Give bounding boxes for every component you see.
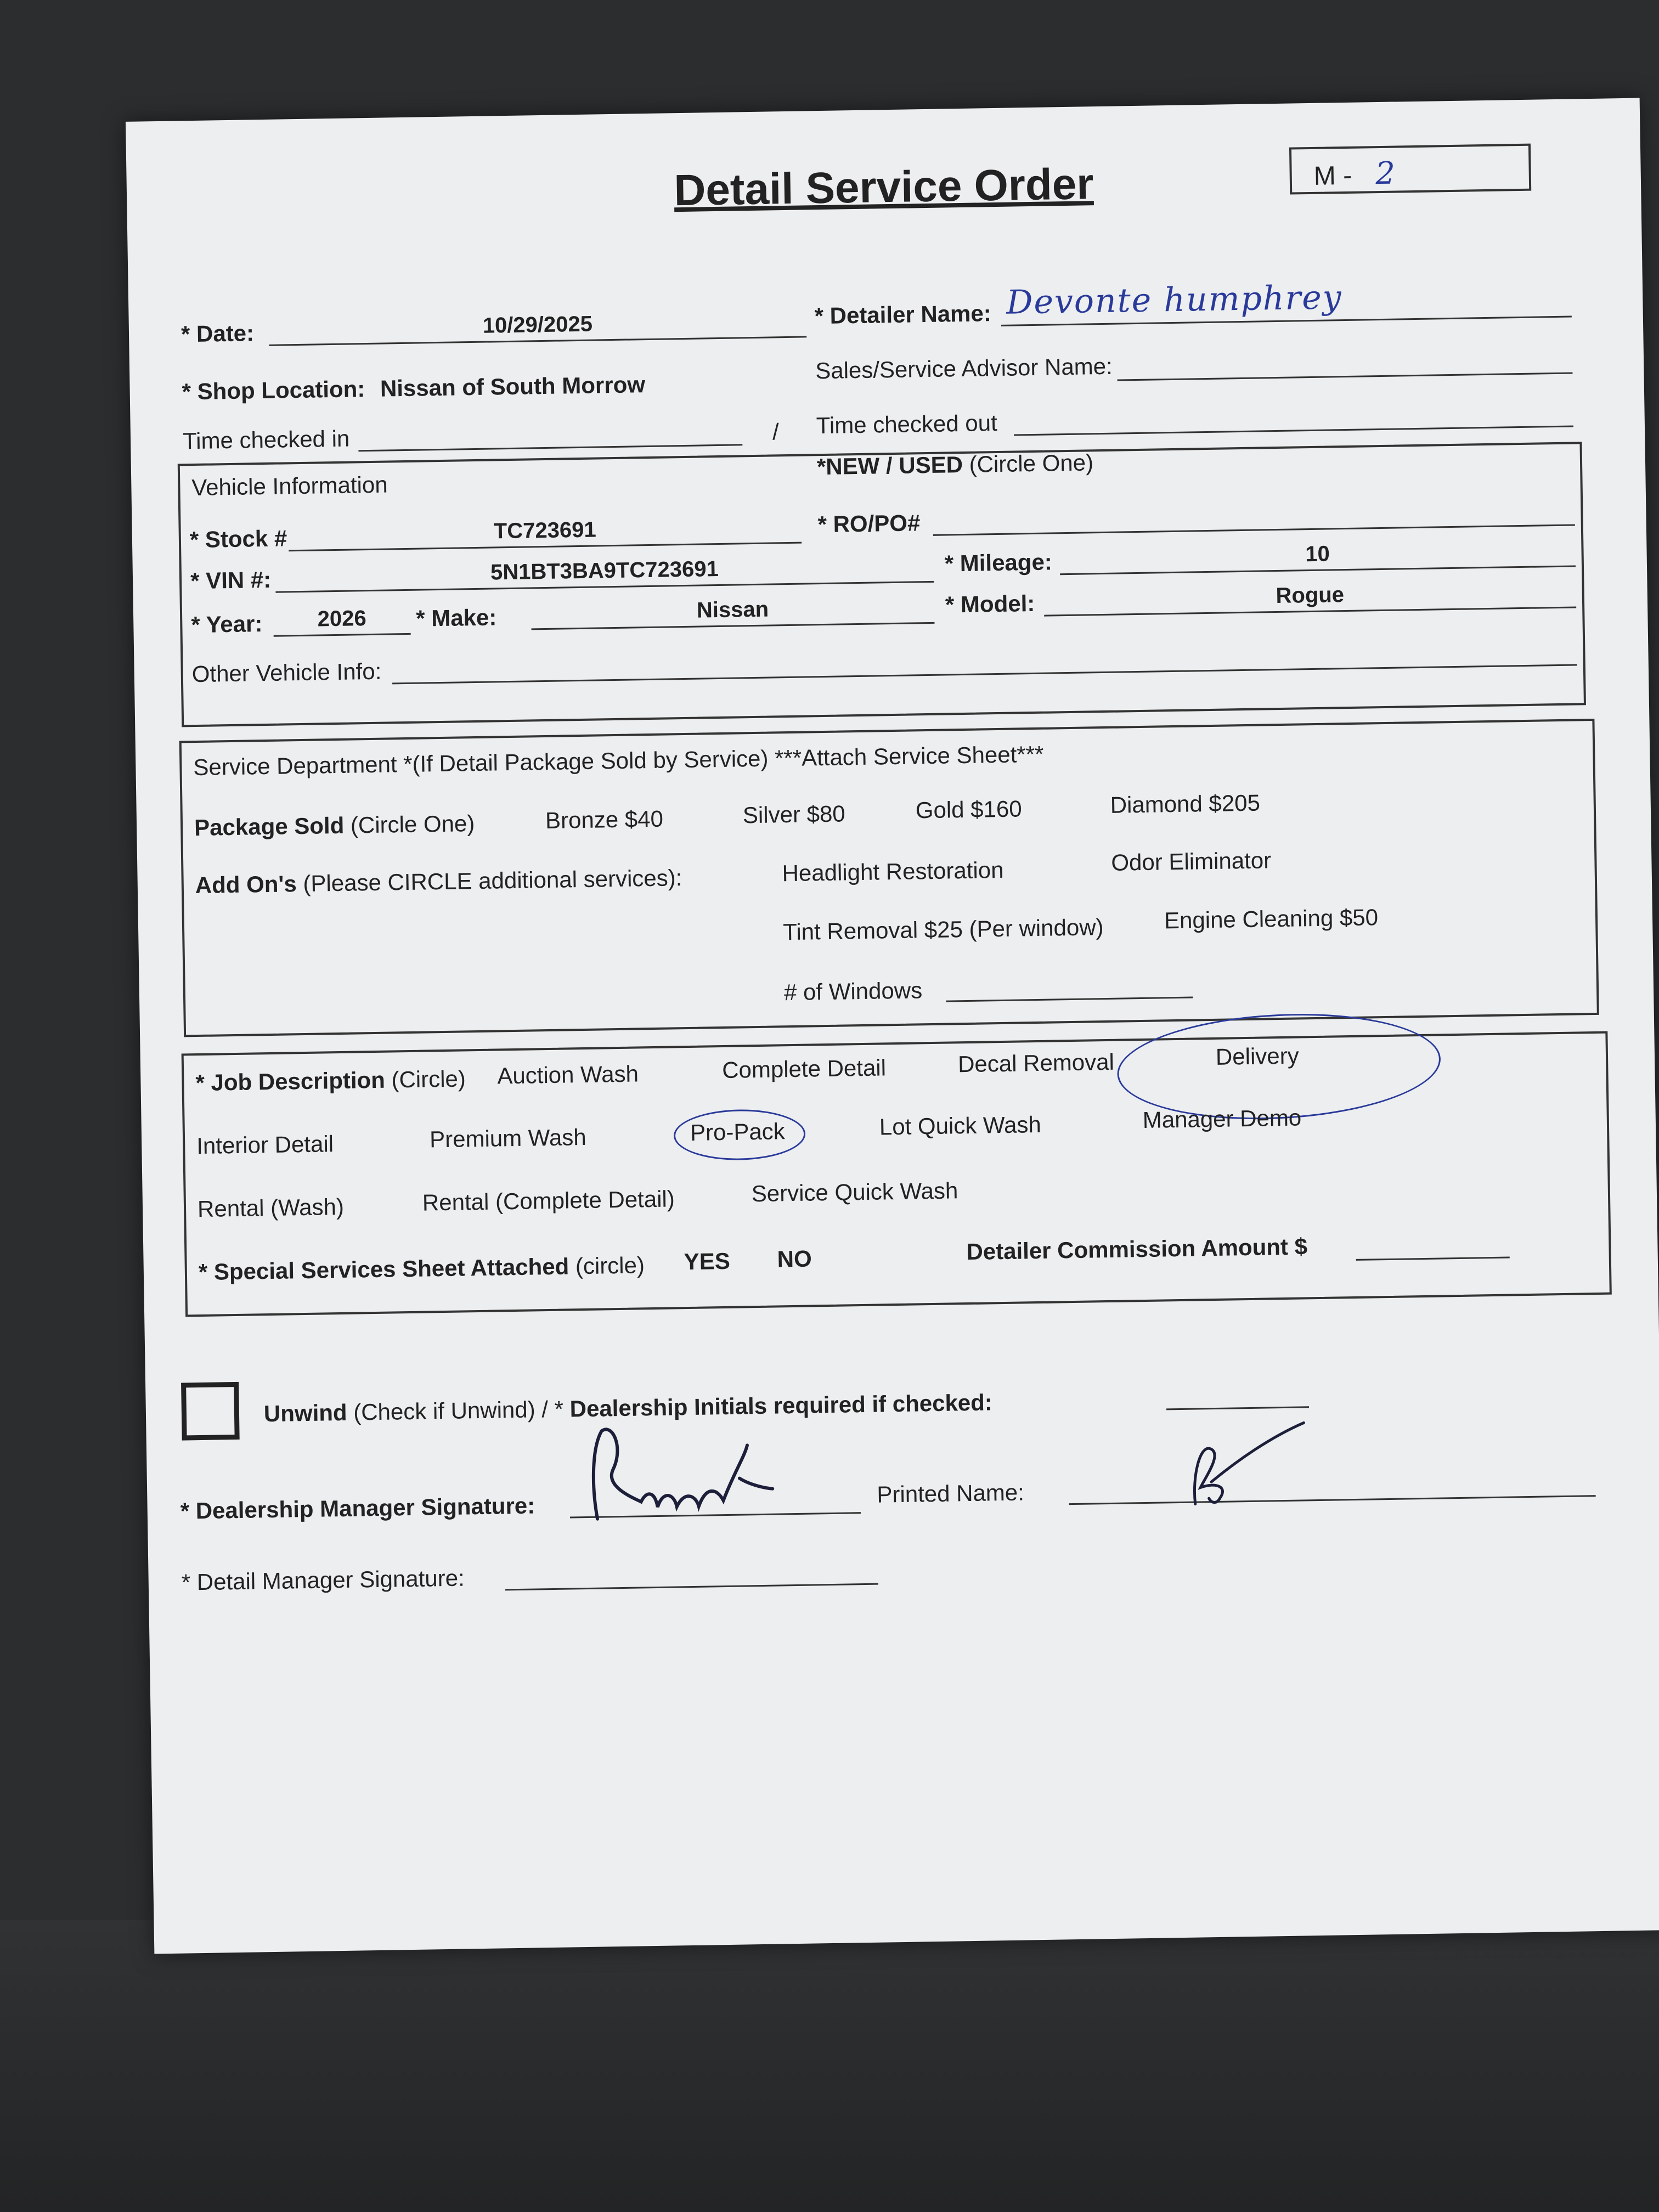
job-manager-demo[interactable]: Manager Demo (1142, 1104, 1302, 1133)
special-services-instruction: (circle) (575, 1252, 645, 1279)
special-services-no[interactable]: NO (777, 1245, 812, 1272)
service-department-header: Service Department *(If Detail Package Sold by Service) ***Attach Service Sheet*** (193, 741, 1044, 781)
date-label: * Date: (180, 320, 255, 347)
commission-label: Detailer Commission Amount $ (966, 1233, 1308, 1265)
advisor-name-line[interactable] (1118, 373, 1573, 381)
mileage-label: * Mileage: (944, 549, 1053, 577)
slash-divider: / (772, 419, 779, 445)
job-delivery[interactable]: Delivery (1215, 1042, 1300, 1070)
year-value: 2026 (317, 606, 367, 631)
shop-location-value: Nissan of South Morrow (380, 371, 646, 402)
vin-label: * VIN #: (190, 566, 272, 594)
special-services-yes[interactable]: YES (684, 1248, 731, 1275)
time-out-line[interactable] (1014, 425, 1573, 436)
time-in-line[interactable] (358, 444, 742, 452)
printed-name-line[interactable] (1069, 1495, 1596, 1505)
package-sold-instruction: (Circle One) (350, 810, 475, 838)
vin-value: 5N1BT3BA9TC723691 (490, 557, 719, 585)
package-diamond[interactable]: Diamond $205 (1110, 789, 1261, 818)
model-label: * Model: (945, 590, 1035, 618)
job-description-instruction: (Circle) (391, 1065, 466, 1093)
package-silver[interactable]: Silver $80 (742, 800, 846, 828)
dealership-manager-signature-label: * Dealership Manager Signature: (180, 1492, 535, 1524)
m-label: M - (1313, 161, 1352, 191)
detail-manager-signature-line[interactable] (505, 1583, 878, 1591)
printed-name-label: Printed Name: (877, 1479, 1025, 1508)
new-used-instruction: (Circle One) (969, 449, 1094, 477)
detailer-name-label: * Detailer Name: (814, 300, 992, 329)
m-number-box[interactable] (1289, 144, 1531, 195)
addon-headlight-restoration[interactable]: Headlight Restoration (782, 856, 1004, 887)
special-services-label: * Special Services Sheet Attached (198, 1253, 569, 1285)
time-out-label: Time checked out (816, 409, 998, 439)
job-decal-removal[interactable]: Decal Removal (957, 1048, 1115, 1077)
job-rental-complete-detail[interactable]: Rental (Complete Detail) (422, 1186, 675, 1216)
shop-location-label: * Shop Location: (182, 376, 365, 405)
desk-surface (0, 1920, 1659, 2212)
stock-value: TC723691 (493, 517, 596, 544)
vehicle-info-label: Vehicle Information (191, 471, 388, 501)
job-description-label: * Job Description (195, 1066, 386, 1096)
job-premium-wash[interactable]: Premium Wash (429, 1124, 586, 1153)
date-value: 10/29/2025 (482, 312, 593, 338)
detailer-name-value: Devonte humphrey (1006, 278, 1343, 322)
form-title: Detail Service Order (673, 159, 1094, 215)
initials-label: Dealership Initials required if checked: (569, 1389, 993, 1422)
initials-line[interactable] (1166, 1406, 1309, 1410)
addon-engine-cleaning[interactable]: Engine Cleaning $50 (1164, 904, 1379, 934)
make-label: * Make: (415, 604, 497, 631)
job-lot-quick-wash[interactable]: Lot Quick Wash (879, 1111, 1042, 1140)
make-value: Nissan (696, 597, 769, 623)
windows-count-label: # of Windows (783, 977, 923, 1006)
add-ons-label: Add On's (195, 871, 297, 899)
job-complete-detail[interactable]: Complete Detail (721, 1054, 887, 1084)
detail-manager-signature-label: * Detail Manager Signature: (181, 1565, 465, 1595)
unwind-label: Unwind (263, 1399, 347, 1427)
job-interior-detail[interactable]: Interior Detail (196, 1131, 334, 1159)
stock-label: * Stock # (189, 525, 287, 553)
job-rental-wash[interactable]: Rental (Wash) (197, 1193, 345, 1222)
unwind-checkbox[interactable] (181, 1382, 240, 1441)
ro-po-label: * RO/PO# (817, 510, 921, 538)
add-ons-instruction: (Please CIRCLE additional services): (303, 865, 682, 896)
unwind-instruction: (Check if Unwind) / * (353, 1396, 571, 1425)
job-service-quick-wash[interactable]: Service Quick Wash (751, 1177, 958, 1207)
printed-name-mark (1177, 1420, 1310, 1510)
job-pro-pack[interactable]: Pro-Pack (690, 1118, 786, 1146)
package-gold[interactable]: Gold $160 (915, 795, 1023, 823)
new-used-label[interactable]: *NEW / USED (816, 451, 963, 480)
dealership-manager-signature (579, 1423, 778, 1531)
model-value: Rogue (1276, 583, 1345, 608)
mileage-value: 10 (1305, 541, 1330, 567)
m-handwritten-value: 2 (1375, 155, 1397, 192)
addon-odor-eliminator[interactable]: Odor Eliminator (1111, 847, 1272, 876)
advisor-name-label: Sales/Service Advisor Name: (815, 353, 1113, 384)
year-label: * Year: (190, 611, 263, 638)
time-in-label: Time checked in (182, 425, 350, 454)
other-vehicle-info-label: Other Vehicle Info: (191, 658, 382, 687)
service-order-sheet (126, 98, 1659, 1954)
package-bronze[interactable]: Bronze $40 (545, 805, 664, 834)
package-sold-label: Package Sold (194, 812, 345, 841)
addon-tint-removal[interactable]: Tint Removal $25 (Per window) (782, 914, 1104, 945)
job-auction-wash[interactable]: Auction Wash (496, 1060, 639, 1089)
